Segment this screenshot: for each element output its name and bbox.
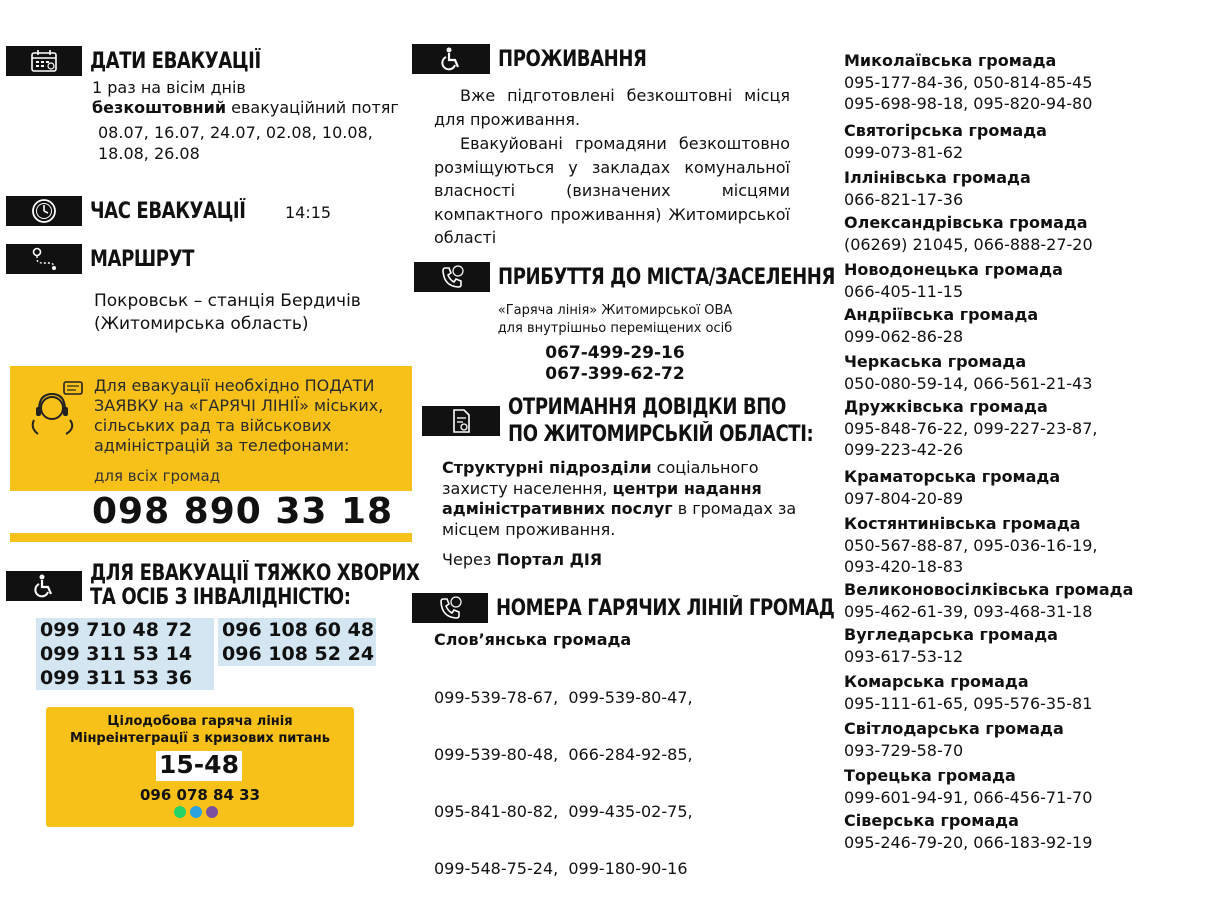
community-name: Олександрівська громада (844, 213, 1088, 232)
community-block (844, 212, 1204, 255)
route-header (6, 244, 217, 274)
wheelchair-icon (412, 44, 490, 74)
community-name: Андріївська громада (844, 305, 1039, 324)
route-line-2: (Житомирська область) (94, 314, 309, 334)
community-phone[interactable]: 099-062-86-28 (844, 327, 964, 346)
dates-title: ДАТИ ЕВАКУАЦІЇ (90, 48, 261, 74)
apply-box (10, 366, 412, 542)
sick-phone[interactable]: 099 311 53 36 (40, 667, 193, 689)
community-name: Слов’янська громада (434, 630, 632, 649)
certificate-via-label: Через (442, 550, 497, 569)
telegram-icon[interactable] (190, 806, 202, 818)
community-name: Світлодарська громада (844, 719, 1064, 738)
community-name: Комарська громада (844, 672, 1029, 691)
communities-list (844, 50, 1204, 853)
community-phone[interactable]: 050-080-59-14, 066-561-21-43 (844, 374, 1093, 393)
community-phone[interactable]: 099-539-80-48, 066-284-92-85, (434, 745, 693, 764)
community-phone[interactable]: 095-111-61-65, 095-576-35-81 (844, 694, 1093, 713)
community-block (844, 50, 1204, 114)
community-name: Костянтинівська громада (844, 514, 1081, 533)
dates-free-label: безкоштовний (92, 98, 227, 117)
community-block (844, 396, 1204, 460)
community-phone[interactable]: 097-804-20-89 (844, 489, 964, 508)
arrival-line-2: для внутрішньо переміщених осіб (497, 321, 733, 336)
certificate-title-2: ПО ЖИТОМИРСЬКІЙ ОБЛАСТІ: (508, 422, 814, 447)
dates-frequency: 1 раз на вісім днів (92, 78, 246, 97)
community-block (844, 513, 1204, 577)
viber-icon[interactable] (206, 806, 218, 818)
community-block (844, 579, 1204, 622)
apply-for-all: для всіх громад (94, 467, 221, 485)
document-icon (422, 406, 500, 436)
arrival-line-1: «Гаряча лінія» Житомирської ОВА (497, 303, 733, 318)
operator-icon (30, 380, 84, 443)
time-header (6, 196, 280, 226)
hotline-line-2: Мінреінтеграції з кризових питань (70, 731, 330, 746)
community-phone[interactable]: 099-548-75-24, 099-180-90-16 (434, 859, 688, 878)
certificate-header (422, 394, 880, 448)
certificate-title-1: ОТРИМАННЯ ДОВІДКИ ВПО (508, 395, 786, 420)
hotline-card (46, 707, 354, 827)
dates-list-1: 08.07, 16.07, 24.07, 02.08, 10.08, (98, 123, 373, 142)
phone-icon (414, 262, 490, 292)
community-phone[interactable]: (06269) 21045, 066-888-27-20 (844, 235, 1093, 254)
community-phone[interactable]: 095-177-84-36, 050-814-85-45 (844, 73, 1093, 92)
community-name: Святогірська громада (844, 121, 1047, 140)
sick-title-2: ТА ОСІБ З ІНВАЛІДНІСТЮ: (90, 585, 351, 610)
community-name: Миколаївська громада (844, 51, 1057, 70)
community-block (844, 671, 1204, 714)
dates-header (6, 46, 298, 76)
whatsapp-icon[interactable] (174, 806, 186, 818)
community-name: Сіверська громада (844, 811, 1019, 830)
apply-phone[interactable]: 098 890 33 18 (92, 491, 394, 532)
community-phone[interactable]: 099-073-81-62 (844, 143, 964, 162)
community-block (844, 718, 1204, 761)
diia-portal-link[interactable]: Портал ДІЯ (496, 550, 603, 569)
community-phone[interactable]: 095-698-98-18, 095-820-94-80 (844, 94, 1093, 113)
hotline-line-1: Цілодобова гаряча лінія (107, 714, 293, 729)
community-phone[interactable]: 095-462-61-39, 093-468-31-18 (844, 602, 1093, 621)
dates-train (92, 98, 399, 118)
certificate-bold-1: Структурні підрозділи (442, 458, 652, 477)
hotlines-header (412, 593, 909, 623)
arrival-header (414, 262, 909, 292)
certificate-text-1: соціального захисту населення, (442, 458, 759, 498)
community-name: Іллінівська громада (844, 168, 1031, 187)
sick-phone[interactable]: 096 108 60 48 (222, 619, 375, 641)
certificate-text (442, 458, 798, 540)
hotline-phone[interactable]: 096 078 84 33 (139, 786, 261, 804)
community-name: Вугледарська громада (844, 625, 1058, 644)
community-name: Дружківська громада (844, 397, 1048, 416)
community-phone[interactable]: 095-841-80-82, 099-435-02-75, (434, 802, 693, 821)
community-name: Новодонецька громада (844, 260, 1063, 279)
certificate-bold-2: центри надання адміністративних послуг (442, 478, 762, 518)
community-phone[interactable]: 066-405-11-15 (844, 282, 964, 301)
time-value: 14:15 (285, 203, 332, 222)
route-title: МАРШРУТ (90, 246, 194, 272)
sick-phone[interactable]: 099 710 48 72 (40, 619, 193, 641)
community-block (844, 259, 1204, 302)
hotlines-title: НОМЕРА ГАРЯЧИХ ЛІНІЙ ГРОМАД (496, 595, 835, 621)
community-phones (434, 651, 693, 897)
sick-phone[interactable]: 096 108 52 24 (222, 643, 375, 665)
housing-title: ПРОЖИВАННЯ (498, 46, 647, 72)
arrival-phone-2[interactable]: 067-399-62-72 (545, 364, 685, 384)
community-phone[interactable]: 050-567-88-87, 095-036-16-19, (844, 536, 1098, 555)
calendar-icon (6, 46, 82, 76)
community-name: Великоновосілківська громада (844, 580, 1134, 599)
apply-text-1: Для евакуації необхідно ПОДАТИ (94, 376, 375, 395)
clock-icon (6, 196, 82, 226)
certificate-title (508, 394, 880, 448)
sick-phone[interactable]: 099 311 53 14 (40, 643, 193, 665)
community-block (844, 765, 1204, 808)
hotline-short-number[interactable]: 15-48 (159, 750, 239, 779)
community-phone[interactable]: 095-848-76-22, 099-227-23-87, (844, 419, 1098, 438)
community-name: Краматорська громада (844, 467, 1061, 486)
community-name: Торецька громада (844, 766, 1016, 785)
community-block (844, 810, 1204, 853)
housing-header (412, 44, 679, 74)
community-phone[interactable]: 093-729-58-70 (844, 741, 964, 760)
community-phone[interactable]: 099-539-78-67, 099-539-80-47, (434, 688, 693, 707)
community-phone[interactable]: 095-246-79-20, 066-183-92-19 (844, 833, 1093, 852)
apply-text-4: адміністрацій за телефонами: (94, 436, 350, 455)
certificate-via (442, 550, 602, 570)
community-block (844, 167, 1204, 210)
community-phone[interactable]: 099-223-42-26 (844, 440, 964, 459)
housing-p2: Евакуйовані громадяни безкоштовно розміщуються у закладах комунальної власності (визначених місцями компактного проживання) Житомирської області (434, 134, 790, 247)
housing-p1: Вже підготовлені безкоштовні місця для проживання. (434, 86, 790, 129)
route-icon (6, 244, 82, 274)
route-line-1: Покровськ – станція Бердичів (94, 291, 361, 311)
community-block (844, 351, 1204, 394)
community-phone[interactable]: 066-821-17-36 (844, 190, 964, 209)
apply-text (94, 376, 383, 456)
community-phone[interactable]: 099-601-94-91, 066-456-71-70 (844, 788, 1093, 807)
apply-text-3: сільських рад та військових (94, 416, 332, 435)
community-phone[interactable]: 093-420-18-83 (844, 557, 964, 576)
arrival-phone-1[interactable]: 067-499-29-16 (545, 343, 685, 363)
community-block (844, 120, 1204, 163)
phone-icon (412, 593, 488, 623)
apply-text-2: ЗАЯВКУ на «ГАРЯЧІ ЛІНІЇ» міських, (94, 396, 384, 415)
dates-train-label: евакуаційний потяг (226, 98, 399, 117)
sick-phones-col2 (218, 618, 376, 666)
wheelchair-icon (6, 571, 82, 601)
sick-title-1: ДЛЯ ЕВАКУАЦІЇ ТЯЖКО ХВОРИХ (90, 561, 420, 586)
arrival-title: ПРИБУТТЯ ДО МІСТА/ЗАСЕЛЕННЯ (498, 264, 835, 290)
time-title: ЧАС ЕВАКУАЦІЇ (90, 198, 246, 224)
community-block (844, 624, 1204, 667)
dates-list-2: 18.08, 26.08 (98, 144, 200, 163)
community-name: Черкаська громада (844, 352, 1027, 371)
sick-phones-col1 (36, 618, 214, 690)
certificate-text-2: в громадах за місцем проживання. (442, 499, 797, 539)
community-phone[interactable]: 093-617-53-12 (844, 647, 964, 666)
community-block (844, 466, 1204, 509)
messenger-icons (174, 806, 218, 818)
community-block (844, 304, 1204, 347)
